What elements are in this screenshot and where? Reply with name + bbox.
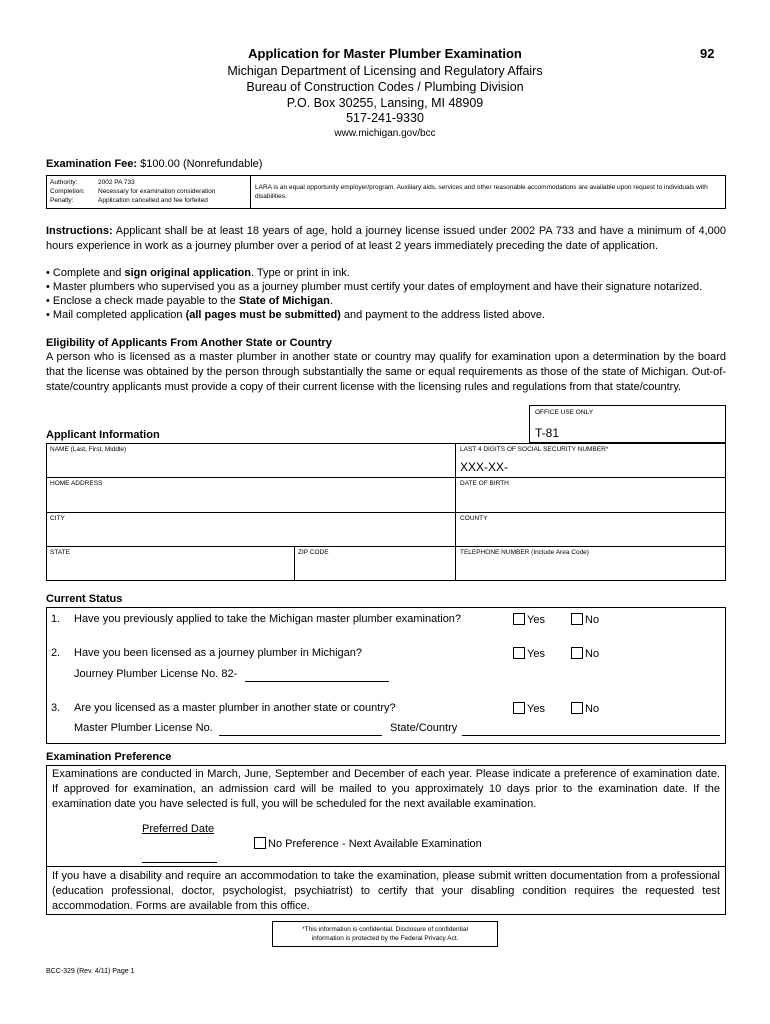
grid-col-line [455,443,456,581]
ssn-label: LAST 4 DIGITS OF SOCIAL SECURITY NUMBER* [460,446,609,453]
name-label: NAME (Last, First, Middle) [50,446,127,453]
office-use-label: OFFICE USE ONLY [535,409,594,416]
zip-label: ZIP CODE [298,549,329,556]
q2-number: 2. [51,647,61,659]
q3-yes[interactable]: Yes [513,702,545,715]
penalty-value: Application cancelled and fee forfeited [98,197,208,204]
completion-value: Necessary for examination consideration [98,188,216,195]
eligibility-text: A person who is licensed as a master plumber in another state or country may qualify for examination upon a determination by the board that the license was obtained by the person through substantially the same or equal requirements as those of the state of Michigan. Out-of-state/country applicants must provide a copy of their current license with the licensing rules and regulations from that state/country. [46,351,726,393]
dob-label: DATE OF BIRTH [460,480,509,487]
zip-field[interactable] [298,557,450,579]
q3-no[interactable]: No [571,702,599,715]
penalty-label: Penalty: [50,197,74,204]
checkbox-icon[interactable] [513,702,525,714]
bureau-name: Bureau of Construction Codes / Plumbing Division [246,80,524,94]
applicant-heading: Applicant Information [46,429,160,441]
phone-label: TELEPHONE NUMBER (Include Area Code) [460,549,589,556]
preferred-date-field[interactable] [142,849,217,863]
name-field[interactable] [50,454,450,476]
journey-license-field[interactable] [245,668,389,682]
county-label: COUNTY [460,515,488,522]
address-label: HOME ADDRESS [50,480,103,487]
grid-col-line [294,546,295,581]
q2-no[interactable]: No [571,647,599,660]
dob-field[interactable] [460,488,720,510]
checkbox-icon[interactable] [571,613,583,625]
checkbox-icon[interactable] [513,647,525,659]
bullet-mail: • Mail completed application (all pages must be submitted) and payment to the address listed above. [46,309,546,321]
authority-label: Authority: [50,179,78,186]
q2-text: Have you been licensed as a journey plumber in Michigan? [74,647,363,659]
checkbox-icon[interactable] [513,613,525,625]
no-preference-option[interactable]: No Preference - Next Available Examination [254,837,482,850]
exam-pref-divider [46,866,726,867]
instructions-label: Instructions: [46,225,113,237]
form-id: BCC-329 (Rev. 4/11) Page 1 [46,968,135,975]
bullet-check: • Enclose a check made payable to the State of Michigan. [46,295,333,307]
disability-text: If you have a disability and require an accommodation to take the examination, please submit written documentation from a professional (education professional, doctor, psychologist, psychiatrist) to certify that your disabling condition requires the requested test accommodation. Forms are available from this office. [52,870,720,912]
form-title: Application for Master Plumber Examination [248,46,522,61]
city-field[interactable] [50,523,450,545]
website: www.michigan.gov/bcc [334,128,436,139]
master-license-label: Master Plumber License No. [74,722,213,734]
state-label: STATE [50,549,70,556]
phone-field[interactable] [460,557,720,579]
bullet-notarize: • Master plumbers who supervised you as a journey plumber must certify your dates of employment and have their signature notarized. [46,281,703,293]
examination-fee [46,157,262,172]
master-license-field[interactable] [219,722,382,736]
fee-label: Examination Fee: [46,158,138,170]
exam-pref-text: Examinations are conducted in March, June, September and December of each year. Please indicate a preference of examination date. If approved for examination, an admission card will be mailed to you approximately 10 days prior to the examination date. If the examination date you have selected is full, you will be scheduled for the next available examination. [52,768,720,810]
state-country-field[interactable] [462,722,720,736]
instructions [46,224,726,254]
checkbox-icon[interactable] [571,702,583,714]
bullet-sign: • Complete and sign original application. Type or print in ink. [46,267,350,279]
journey-license-label: Journey Plumber License No. 82- [74,668,238,680]
city-label: CITY [50,515,65,522]
checkbox-icon[interactable] [571,647,583,659]
q1-yes[interactable]: Yes [513,613,545,626]
grid-row-line [46,512,726,513]
checkbox-icon[interactable] [254,837,266,849]
privacy-box [272,921,498,947]
state-country-label: State/Country [390,722,458,734]
grid-row-line [46,477,726,478]
state-field[interactable] [50,557,290,579]
authority-divider [250,175,251,209]
form-number: 92 [700,46,715,61]
eeo-statement: LARA is an equal opportunity employer/program. Auxiliary aids, services and other reasonable accommodations are available upon request to individuals with disabilities. [255,184,708,200]
q1-text: Have you previously applied to take the Michigan master plumber examination? [74,613,462,625]
office-code: T-81 [535,426,560,440]
preferred-date-label: Preferred Date [142,823,215,835]
department-name: Michigan Department of Licensing and Regulatory Affairs [227,64,543,78]
fee-value: $100.00 (Nonrefundable) [140,158,263,170]
eligibility-heading: Eligibility of Applicants From Another State or Country [46,337,332,349]
authority-value: 2002 PA 733 [98,179,135,186]
privacy-line-2: information is protected by the Federal Privacy Act. [311,935,459,942]
address-field[interactable] [50,488,450,510]
grid-row-line [46,546,726,547]
mailing-address: P.O. Box 30255, Lansing, MI 48909 [286,96,484,110]
privacy-line-1: *This information is confidential. Disclosure of confidential [302,926,468,933]
exam-pref-heading: Examination Preference [46,751,172,763]
instructions-text: Applicant shall be at least 18 years of age, hold a journey license issued under 2002 PA 733 and have a minimum of 4,000 hours experience in work as a journey plumber over a period of at least 2 years immediately preceding the date of application. [46,225,727,252]
q1-no[interactable]: No [571,613,599,626]
ssn-field[interactable]: XXX-XX- [460,460,509,474]
phone-number: 517-241-9330 [346,111,424,125]
q3-number: 3. [51,702,61,714]
q1-number: 1. [51,613,61,625]
q3-text: Are you licensed as a master plumber in another state or country? [74,702,396,714]
status-heading: Current Status [46,593,123,605]
q2-yes[interactable]: Yes [513,647,545,660]
completion-label: Completion: [50,188,85,195]
county-field[interactable] [460,523,720,545]
